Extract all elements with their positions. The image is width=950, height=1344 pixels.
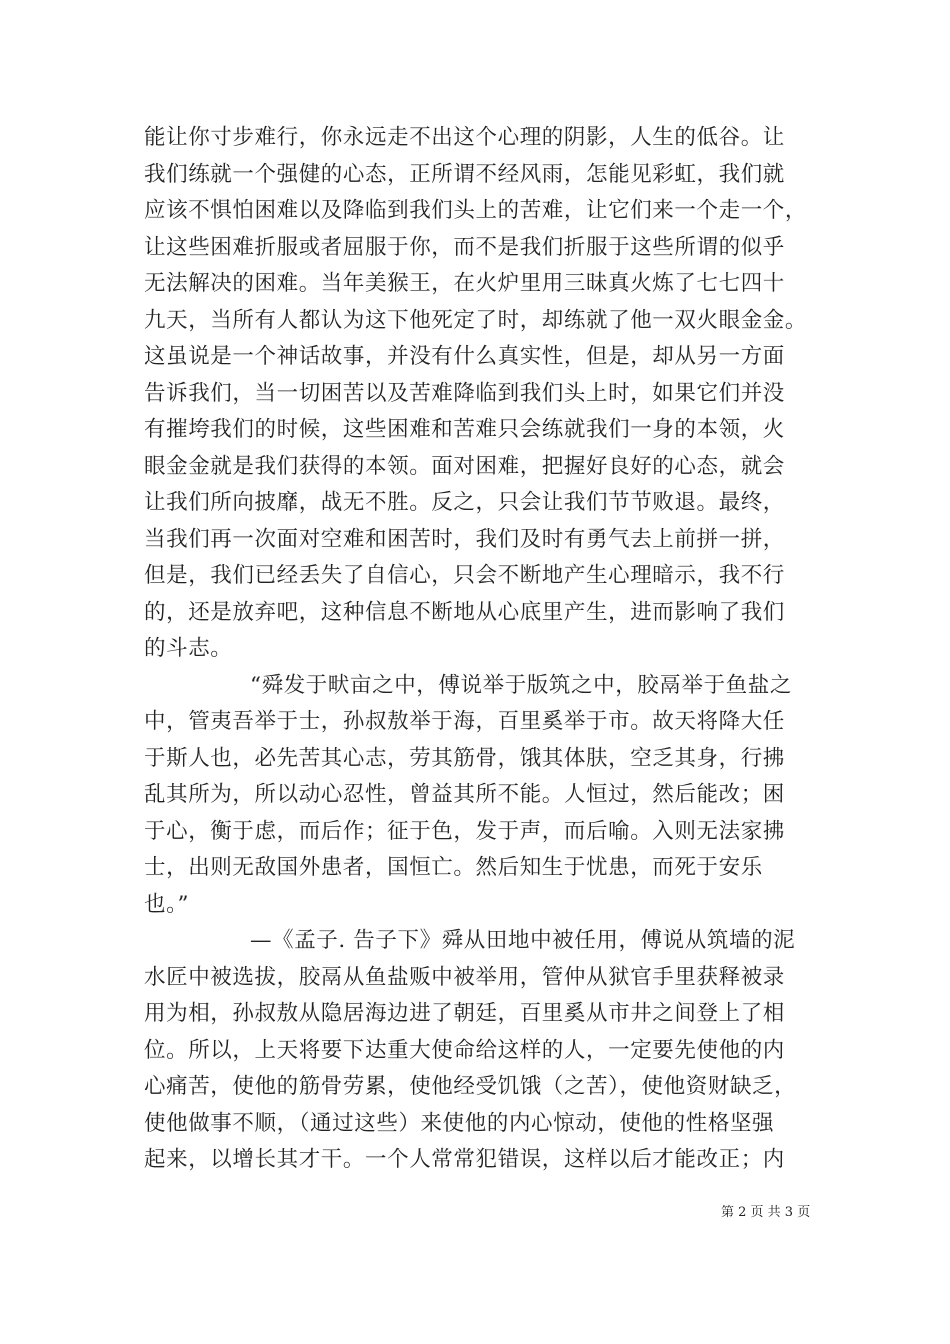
text-line: 也。” — [144, 891, 190, 917]
text-line: 无法解决的困难。当年美猴王，在火炉里用三昧真火炼了七七四十 — [144, 271, 785, 296]
body-text — [144, 120, 824, 1179]
text-line: 位。所以，上天将要下达重大使命给这样的人，一定要先使他的内 — [144, 1037, 785, 1063]
text-line: 的，还是放弃吧，这种信息不断地从心底里产生，进而影响了我们 — [144, 599, 785, 625]
text-line: 告诉我们，当一切困苦以及苦难降临到我们头上时，如果它们并没 — [144, 380, 785, 406]
text-line: 当我们再一次面对空难和困苦时，我们及时有勇气去上前拼一拼， — [144, 526, 785, 552]
text-line: 心痛苦，使他的筋骨劳累，使他经受饥饿（之苦），使他资财缺乏， — [144, 1074, 797, 1099]
text-line: 使他做事不顺，（通过这些）来使他的内心惊动，使他的性格坚强 — [144, 1110, 775, 1136]
text-line: 这虽说是一个神话故事，并没有什么真实性，但是，却从另一方面 — [144, 344, 785, 369]
text-line: 让这些困难折服或者屈服于你，而不是我们折服于这些所谓的似乎 — [144, 234, 785, 260]
quote-first-line: “舜发于畎亩之中，傅说举于版筑之中，胶鬲举于鱼盐之 — [250, 672, 792, 698]
text-line: 于斯人也，必先苦其心志，劳其筋骨，饿其体肤，空乏其身，行拂 — [144, 745, 785, 771]
text-line: 士，出则无敌国外患者，国恒亡。然后知生于忧患，而死于安乐 — [144, 855, 763, 880]
text-line: 中，管夷吾举于士，孙叔敖举于海，百里奚举于市。故天将降大任 — [144, 709, 785, 734]
text-line: 的斗志。 — [144, 636, 233, 661]
citation-first-line: —《孟子. 告子下》舜从田地中被任用，傅说从筑墙的泥 — [250, 928, 796, 953]
text-line: 水匠中被选拔，胶鬲从鱼盐贩中被举用，管仲从狱官手里获释被录 — [144, 964, 785, 990]
text-line: 我们练就一个强健的心态，正所谓不经风雨，怎能见彩虹，我们就 — [144, 161, 785, 187]
text-line: 但是，我们已经丢失了自信心，只会不断地产生心理暗示，我不行 — [144, 563, 785, 588]
text-line: 应该不惧怕困难以及降临到我们头上的苦难，让它们来一个走一个， — [144, 198, 808, 223]
text-line: 九天，当所有人都认为这下他死定了时，却练就了他一双火眼金金。 — [144, 307, 808, 333]
text-line: 有摧垮我们的时候，这些困难和苦难只会练就我们一身的本领，火 — [144, 417, 785, 442]
text-line: 起来，以增长其才干。一个人常常犯错误，这样以后才能改正；内 — [144, 1147, 785, 1172]
text-line: 让我们所向披靡，战无不胜。反之，只会让我们节节败退。最终， — [144, 490, 785, 515]
text-line: 乱其所为，所以动心忍性，曾益其所不能。人恒过，然后能改；困 — [144, 782, 785, 807]
text-line: 用为相，孙叔敖从隐居海边进了朝廷，百里奚从市井之间登上了相 — [144, 1001, 785, 1026]
text-line: 眼金金就是我们获得的本领。面对困难，把握好良好的心态，就会 — [144, 453, 785, 479]
page-number-footer: 第 2 页 共 3 页 — [721, 1205, 811, 1220]
text-line: 于心，衡于虑，而后作；征于色，发于声，而后喻。入则无法家拂 — [144, 818, 785, 844]
text-line: 能让你寸步难行，你永远走不出这个心理的阴影，人生的低谷。让 — [144, 125, 785, 150]
